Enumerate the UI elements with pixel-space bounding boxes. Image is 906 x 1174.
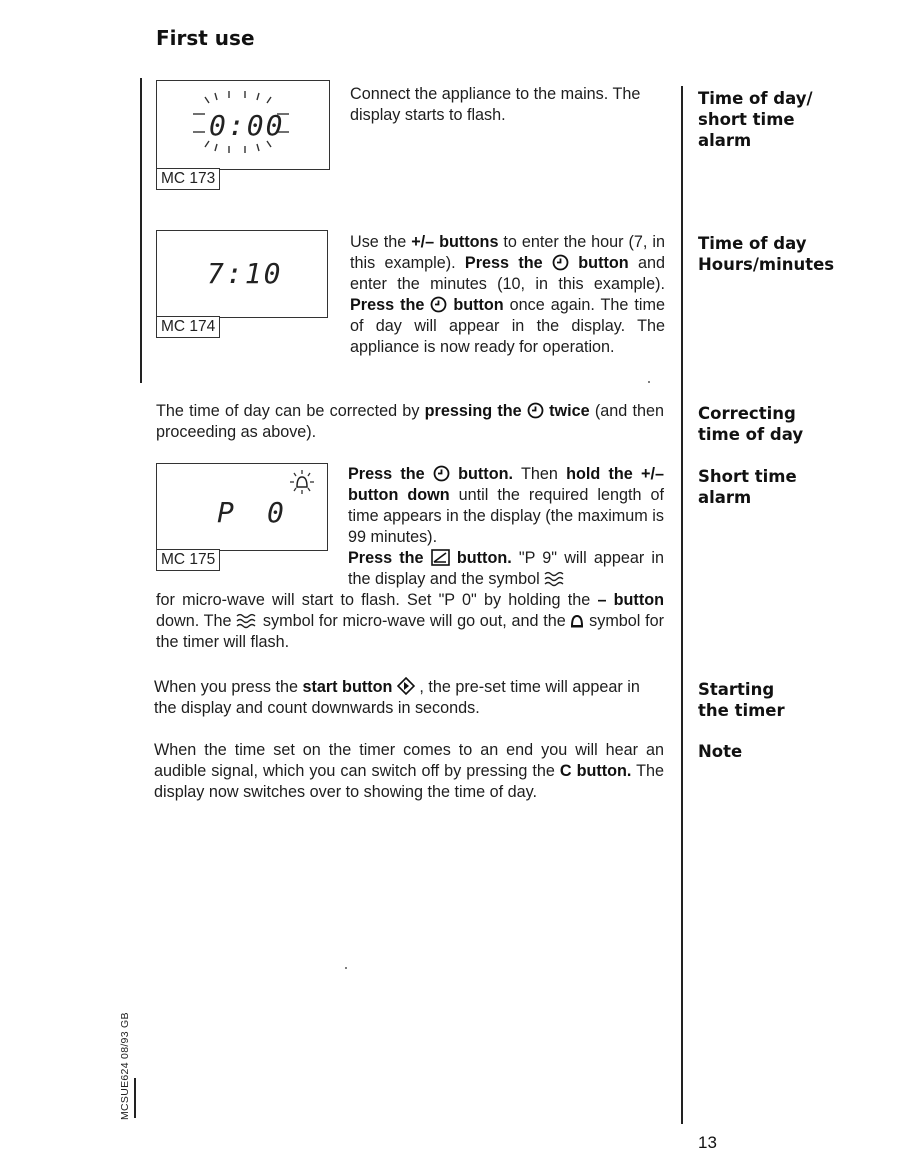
- display-digit-0: 0: [267, 496, 286, 529]
- connect-text: Connect the appliance to the mains. The display starts to flash.: [350, 85, 641, 124]
- note-text: When the time set on the timer comes to an end you will hear an audible signal, which you can switch off by pressing the C button. The display now switches over to showing the time of day.: [154, 741, 664, 801]
- program-button-icon: [431, 549, 450, 566]
- left-divider-line: [140, 78, 142, 383]
- display-label-mc173: MC 173: [156, 168, 220, 190]
- right-divider-line: [681, 86, 683, 1124]
- bell-icon: [570, 613, 584, 629]
- heading-time-of-day-hm: Time of day Hours/minutes: [698, 234, 835, 274]
- start-icon: [397, 677, 415, 695]
- microwave-icon: [236, 613, 258, 629]
- heading-correcting: Correcting time of day: [698, 404, 804, 444]
- heading-note: Note: [698, 742, 743, 761]
- page-speck: [345, 967, 347, 969]
- hour-minute-instructions: Use the +/– buttons to enter the hour (7, in this example). Press the button and enter the minutes (10, in this example). Press the button once again. The time of day will appear in the display. The appliance is now ready for operation.: [350, 233, 665, 356]
- heading-time-of-day-alarm: Time of day/ short time alarm: [698, 89, 813, 150]
- display-digits: 0:00: [209, 109, 285, 142]
- display-digit-p: P: [217, 496, 236, 529]
- microwave-icon: [544, 571, 566, 587]
- page-title: First use: [156, 26, 255, 50]
- display-digits: 7:10: [207, 257, 283, 290]
- clock-icon: [430, 296, 447, 313]
- heading-short-alarm: Short time alarm: [698, 467, 797, 507]
- alarm-instructions-1: Press the button. Then hold the +/– button down until the required length of time appears in the display (the maximum is 99 minutes).: [348, 465, 664, 546]
- clock-icon: [552, 254, 569, 271]
- document-code: MCSUE624 08/93 GB: [119, 1012, 131, 1120]
- display-mc174: [156, 230, 328, 318]
- left-divider-line-bottom: [134, 1078, 136, 1118]
- clock-icon: [433, 465, 450, 482]
- alarm-instructions-2-bottom: for micro-wave will start to flash. Set "P 0" by holding the – button down. The symbol for micro-wave will go out, and the symbol for the timer will flash.: [156, 591, 664, 651]
- page-speck: [648, 381, 650, 383]
- clock-icon: [527, 402, 544, 419]
- display-mc175: [156, 463, 328, 551]
- alarm-instructions-2-top: Press the button. "P 9" will appear in the display and the symbol: [348, 549, 665, 588]
- display-mc173: [156, 80, 330, 170]
- start-timer-text: When you press the start button , the pre-set time will appear in the display and count downwards in seconds.: [154, 678, 640, 717]
- display-label-mc174: MC 174: [156, 316, 220, 338]
- correct-time-text: The time of day can be corrected by pressing the twice (and then proceeding as above).: [156, 402, 665, 441]
- timer-bell-icon: [285, 468, 319, 500]
- page-number: 13: [698, 1133, 717, 1152]
- display-label-mc175: MC 175: [156, 549, 220, 571]
- heading-starting: Starting the timer: [698, 680, 785, 720]
